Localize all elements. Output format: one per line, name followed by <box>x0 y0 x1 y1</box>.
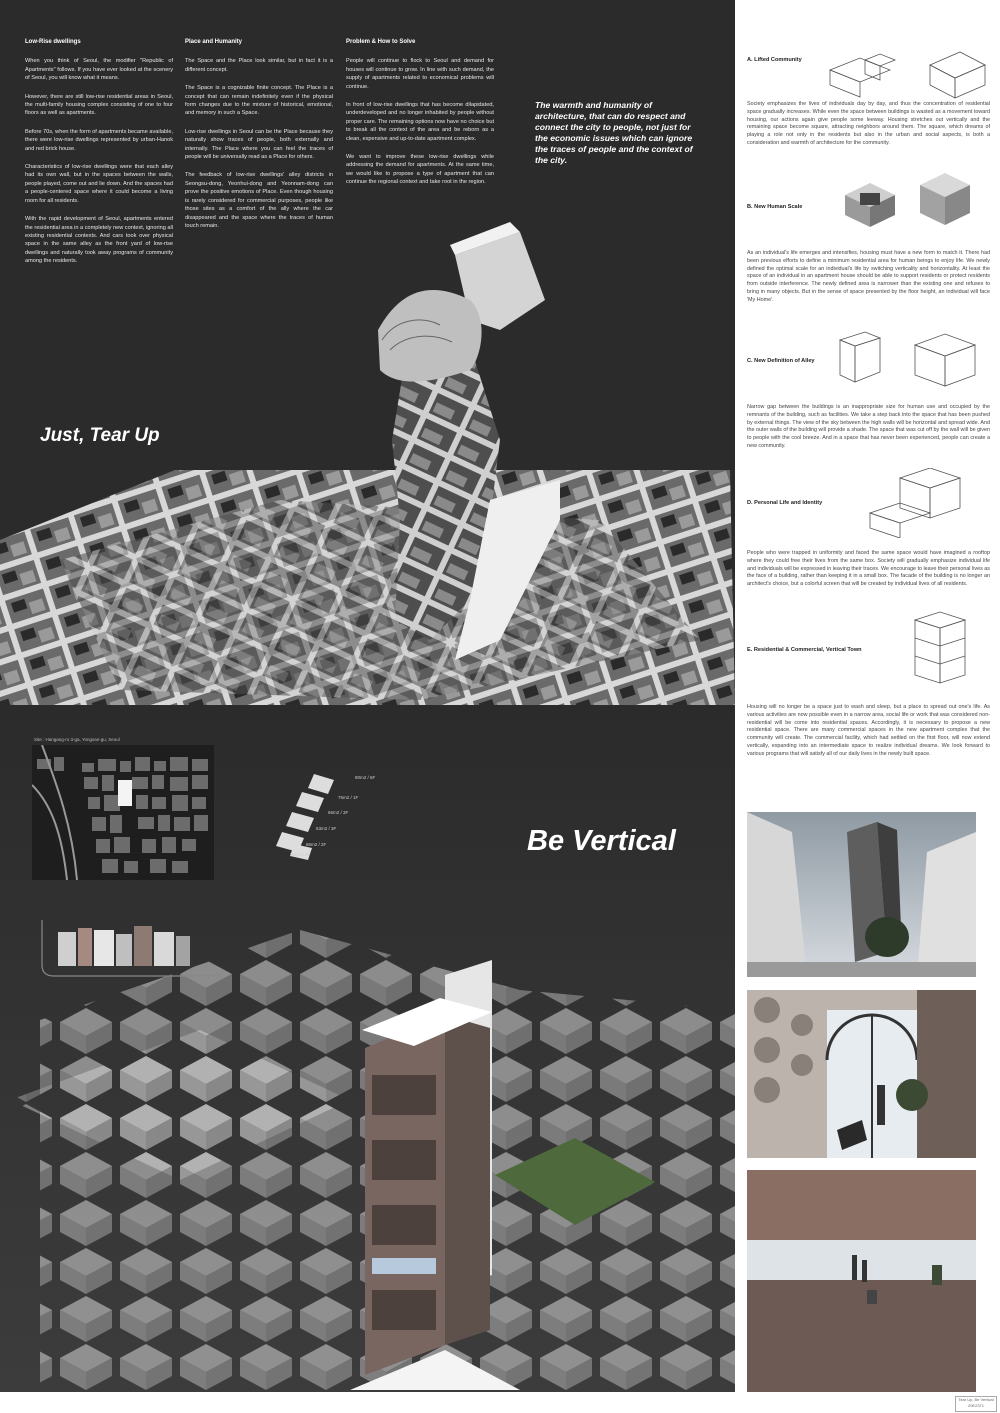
alley-diagram <box>835 330 985 390</box>
lifted-community-diagram <box>820 40 990 100</box>
caption-box <box>955 1396 997 1412</box>
personal-life-diagram <box>860 468 990 538</box>
column-title: Low-Rise dwellings <box>25 39 81 45</box>
right-column <box>735 0 1000 1413</box>
render-exterior <box>747 812 976 977</box>
section-title: C. New Definition of Alley <box>747 358 815 364</box>
column-paragraph: In front of low-rise dwellings that has become dilapidated, underdeveloped and no longer inhabited by people without proper care. The remaining options now have no choice but to break all the context of the area and be reborn as a clean, expensive and up-to-date apartment complex. <box>346 102 494 142</box>
column-title: Place and Humanity <box>185 39 243 45</box>
column-paragraph: When you think of Seoul, the modifier "Republic of Apartments" follows. If you have ever looked at the scenery of Seoul, you will know what it means. <box>25 58 173 82</box>
area-label: 80m2 / 6F <box>355 775 376 780</box>
column-paragraph: The feedback of low-rise dwellings' alley districts in Seongsu-dong, Yeonhui-dong and Yeonnam-dong can prove the positive emotions of Place. Even though housing is rarely considered for commercial purposes, people like those sites as a comfort of the ally where the car disappeared and the space where the traces of human touch remain. <box>185 172 333 229</box>
human-scale-diagram <box>835 165 985 230</box>
column-paragraph: People will continue to flock to Seoul and demand for houses will continue to grow. In line with such demand, the supply of apartments related to economical problems will continue. <box>346 58 494 90</box>
quote-text: The warmth and humanity of architecture, that can do respect and connect the city to people, not just for the economic issues which can ignore the traces of people and the context of the city. <box>535 100 693 165</box>
render-exterior-drawing <box>747 812 976 977</box>
section-text: People who were trapped in uniformity and faced the same space would have imagined a rooftop where they could free their lives from the same box. Society will gradually emphasize individual life and individuals will be expressed in leaving their traces. We encourage to leave their personal lives as the face of a building, rather than keeping it in a small box. The facade of the building is no longer an architect's choice, but a colorful screen that will be created by individual lives of all residents. <box>747 550 990 588</box>
section-title: B. New Human Scale <box>747 204 803 210</box>
headline-be-vertical: Be Vertical <box>527 825 676 857</box>
column-paragraph: The Space and the Place look similar, but in fact it is a different concept. <box>185 58 333 73</box>
area-label: 66m2 / 3F <box>328 810 349 815</box>
section-text: Society emphasizes the lives of individuals day by day, and thus the concentration of residential space gradually increases. While even the space between buildings is wasted as a movement toward housing, our actions again give people some leeway. Housing stretches out vertically and the remaining space become square, attracting neighbors around them. The square, which dreams of playing a role not only in the residents but also in the urban and social aspects, is both a consideration and warmth of architecture for the community. <box>747 101 990 146</box>
column-paragraph: Characteristics of low-rise dwellings were that each alley had its own wall, but in the spaces between the walls, people played, come out and lie down. And the spaces had a people-centered space where it could become a living room for all residents. <box>25 164 173 204</box>
column-title: Problem & How to Solve <box>346 39 416 45</box>
site-map <box>32 745 214 880</box>
street-elevation <box>36 920 221 980</box>
column-paragraph: The Space is a cognizable finite concept. The Place is a concept that can remain indefinitely even if the physical form changes due to the mixture of historical, emotional, and memory in such a Space. <box>185 85 333 117</box>
column-problem-solve <box>346 38 494 197</box>
column-paragraph: Before 70s, when the form of apartments became available, there were low-rise dwellings represented by urban-Hanok and red brick house. <box>25 128 174 152</box>
area-label: 86m2 / 2F <box>306 842 327 847</box>
unit-stack-diagram <box>272 772 342 862</box>
bottom-strip <box>0 1392 735 1413</box>
section-text: Housing will no longer be a space just to wash and sleep, but a place to spread out one's life. As various activities are now possible even in a narrow area, social life or work that was considered non-residential will be come into residential spaces. Accordingly, it is necessary to propose a new residential space. There are many commercial spaces in the new apartment complex that the community will create. The commercial facility, which had settled on the first floor, will now extend vertically, expanding into an intermediate space to realize individual dreams. We look forward to various programs that will satisfy all of our daily lives in the newly built space. <box>747 704 990 757</box>
column-paragraph: However, there are still low-rise residential areas in Seoul, the multi-family housing complex consisting of one to four floors as well as apartments. <box>25 93 173 117</box>
render-interior-drawing <box>747 990 976 1158</box>
column-paragraph: With the rapid development of Seoul, apartments entered the residential area in a completely new context, ignoring all existing residential contexts. And cars took over physical space in the same alley as the front yard of low-rise dwellings and naturally took away programs of community among the residents. <box>25 216 174 265</box>
column-place-humanity <box>185 38 333 240</box>
render-rooftop <box>747 1170 976 1392</box>
column-paragraph: Low-rise dwellings in Seoul can be the Place because they naturally show traces of people, both externally and internally. The Place where you can feel the traces of people will be universally read as a Place for others. <box>185 128 333 161</box>
headline-tear-up: Just, Tear Up <box>40 425 160 446</box>
site-label: Site : Hangang-ro 3-ga, Yongsan-gu, Seoul <box>34 737 120 742</box>
section-text: Narrow gap between the buildings is an inappropriate size for human use and occupied by the remnants of the building, such as facilities. We take a step back into the space that has been pushed by external things. The view of the sky between the high walls will be horizontal and spread wide. And the outer walls of the building will provide a shade. The space that was cut off by the wall will be given to people with the cool breeze. And in a space that has never been experienced, people can create a new community. <box>747 404 990 449</box>
section-title: A. Lifted Community <box>747 57 802 63</box>
column-paragraph: We want to improve these low-rise dwellings while addressing the demand for apartments. At the same time, we would like to propose a type of apartment that can continue the regional context and take root in the region. <box>346 154 494 186</box>
caption-title: Tear Up, Be Vertical <box>958 1397 994 1402</box>
column-low-rise <box>25 38 173 276</box>
site-map-drawing <box>32 745 214 880</box>
area-label: 63m2 / 3F <box>316 826 337 831</box>
caption-id: 20E2371 <box>967 1403 984 1408</box>
section-title: D. Personal Life and Identity <box>747 500 823 506</box>
area-label: 75m2 / 1F <box>338 795 359 800</box>
vertical-town-diagram <box>895 610 985 685</box>
area-label: 75m2 / 2F <box>290 852 311 857</box>
render-interior <box>747 990 976 1158</box>
render-rooftop-drawing <box>747 1170 976 1392</box>
section-title: E. Residential & Commercial, Vertical Town <box>747 647 862 653</box>
section-text: As an individual's life emerges and intensifies, housing must have a new form to match it. There had been previous efforts to define a minimum residential area for human beings to enjoy life. We newly defined the optimal scale for an individual's life by switching verticality and horizontality. At least the space of an individual in an apartment house should be able to support residents or protect residents from outside interference. The newly defined area is narrower than the existing one and refuses to bring in many objects. But in the sense of space presented by the floor height, an individual will face 'My Home'. <box>747 250 990 303</box>
